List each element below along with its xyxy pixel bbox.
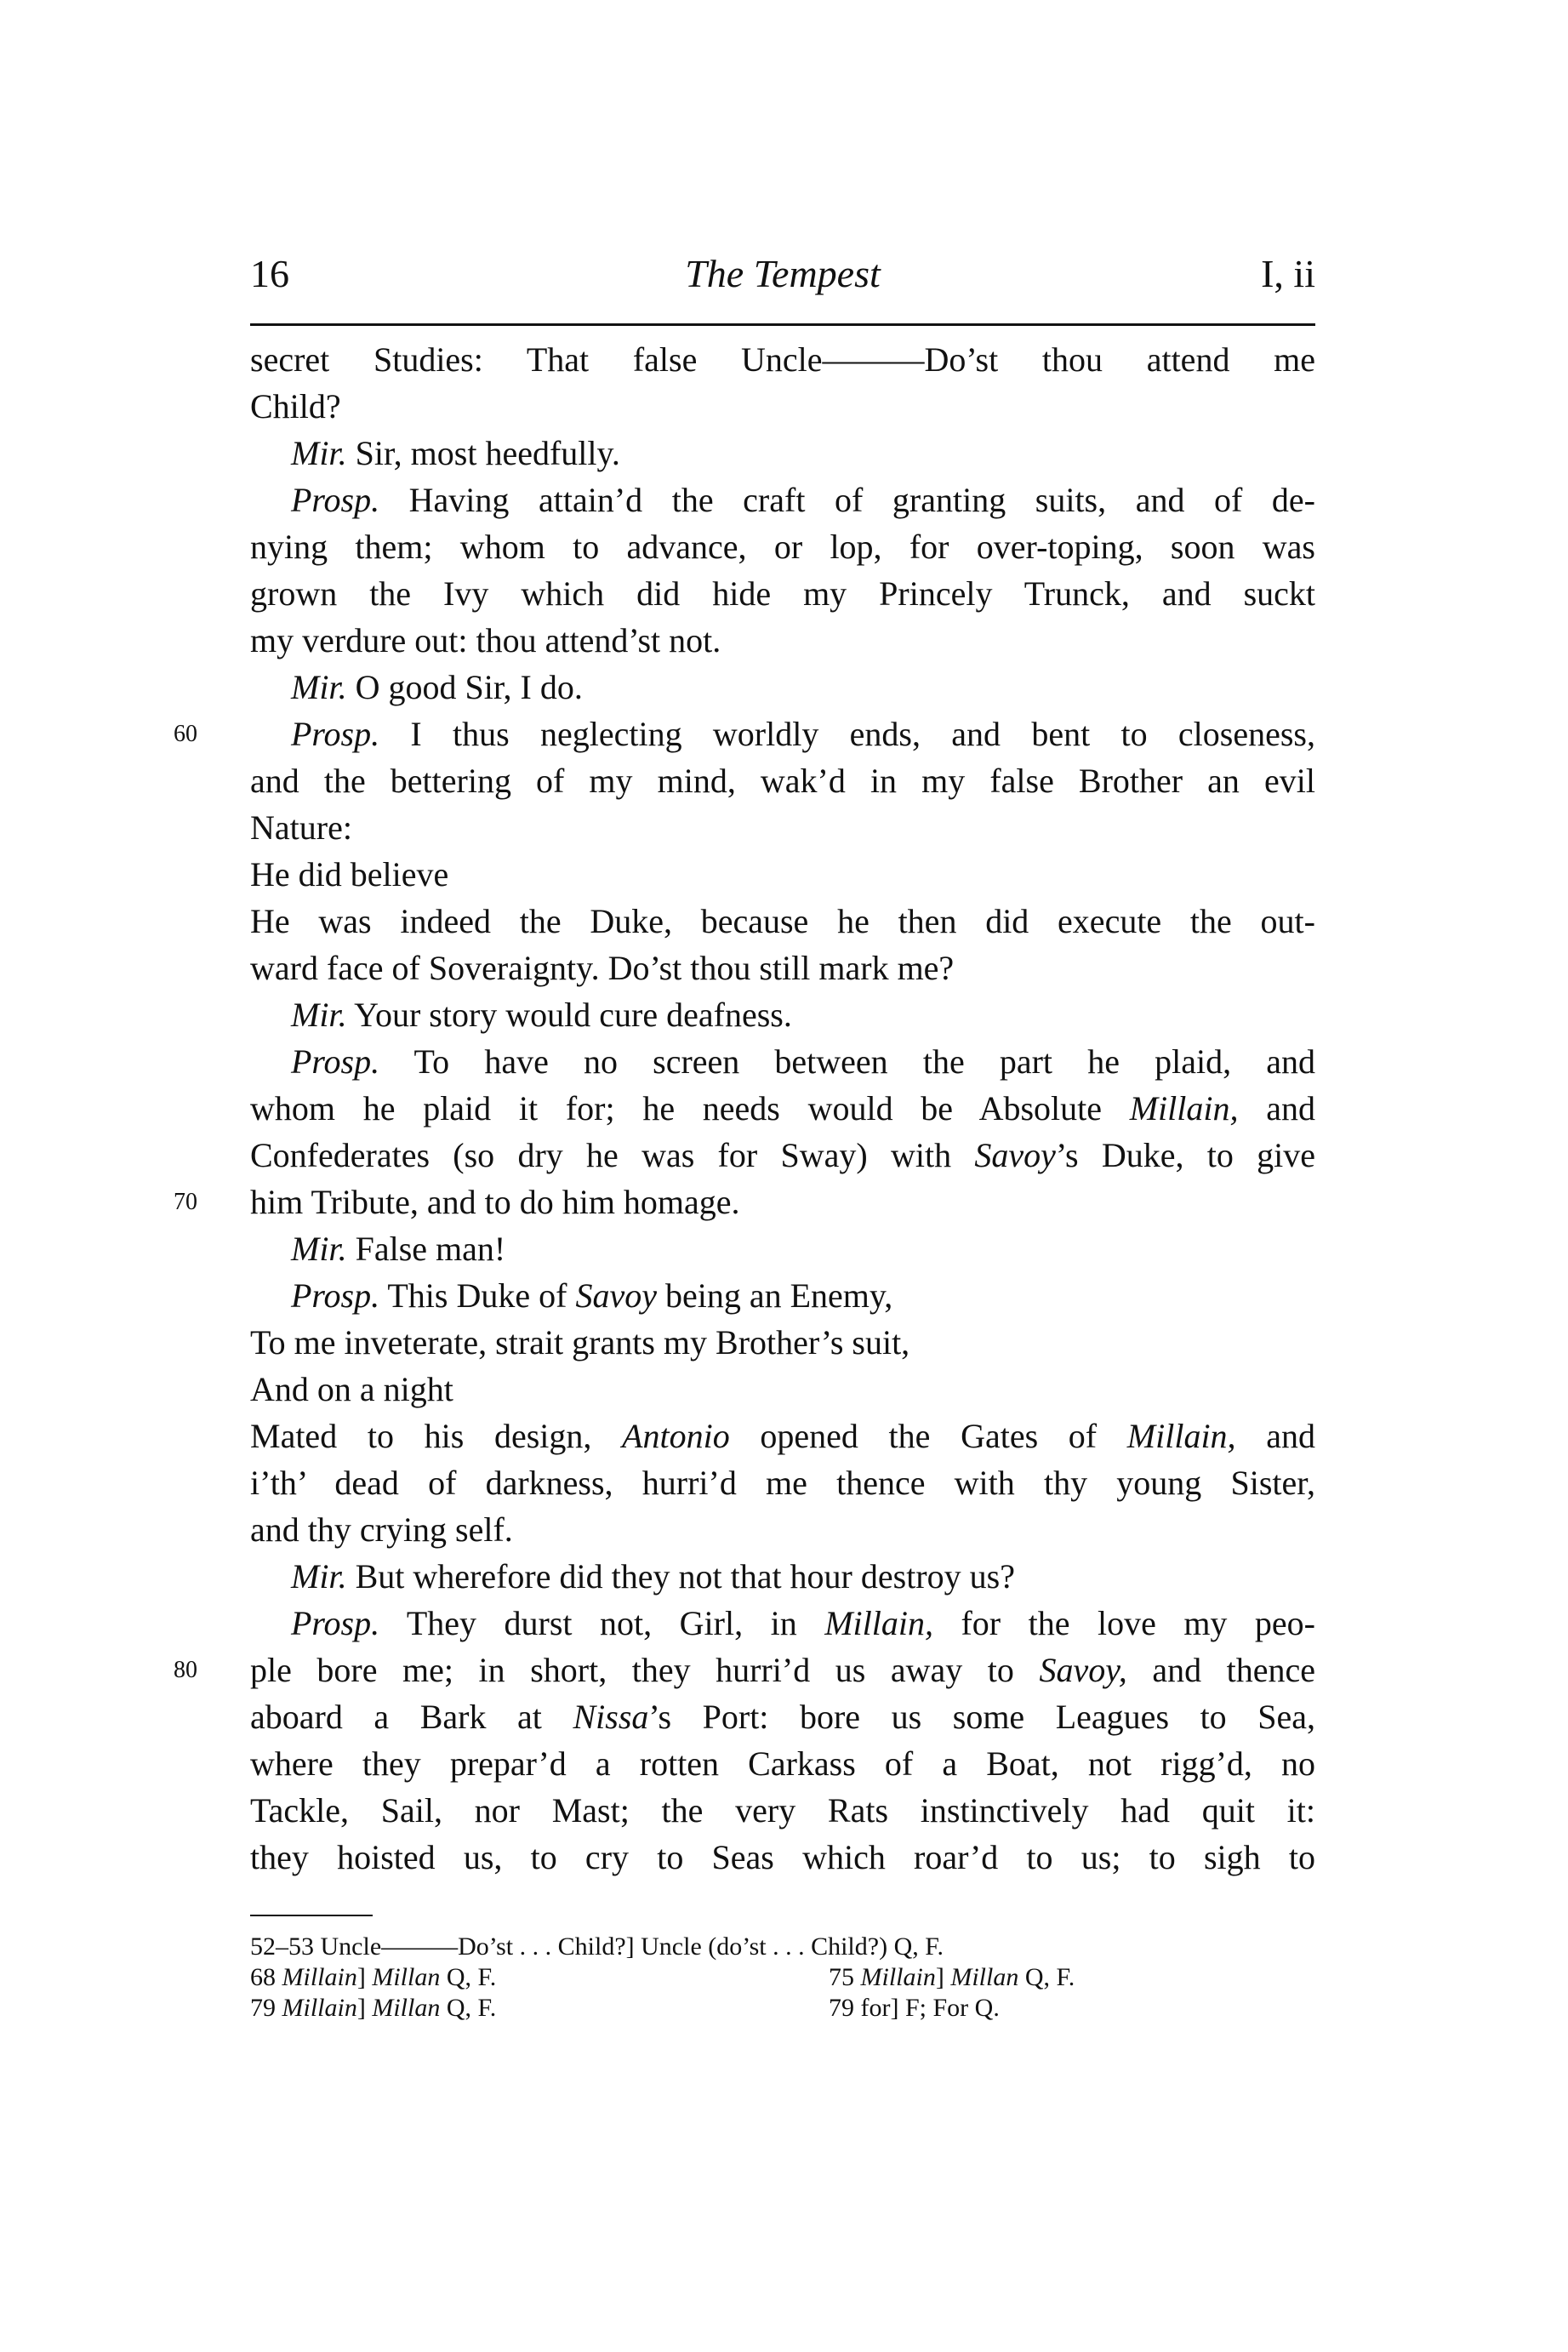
- text-segment: 52–53 Uncle———Do’st . . . Child?] Uncle (do’st . . . Child?) Q, F.: [250, 1932, 944, 1961]
- text-segment: they hoisted us, to cry to Seas which roar’d to us; to sigh to: [250, 1838, 1315, 1876]
- text-segment: Q, F.: [440, 1963, 497, 1991]
- act-scene-reference: I, ii: [1261, 252, 1315, 295]
- text-line: [250, 430, 1315, 477]
- text-line: [174, 711, 1315, 757]
- text-segment: They durst not, Girl, in: [379, 1604, 825, 1642]
- text-line: [250, 851, 1315, 898]
- text-segment: 79 for] F; For Q.: [829, 1994, 1000, 2022]
- header-rule: [250, 323, 1315, 326]
- italic-text-segment: Millain: [282, 1994, 357, 2022]
- footnote-left: [250, 1994, 496, 2022]
- footnote-row: [250, 1962, 1186, 1993]
- italic-text-segment: Millain: [282, 1963, 357, 1991]
- footnote-row: [250, 1993, 1186, 2024]
- italic-text-segment: Prosp.: [291, 1276, 380, 1315]
- text-line: [250, 664, 1315, 711]
- italic-text-segment: Millan: [372, 1963, 441, 1991]
- text-segment: ]: [356, 1963, 373, 1991]
- text-line: [250, 945, 1315, 991]
- text-segment: Sir, most heedfully.: [346, 434, 620, 472]
- text-line: [250, 1506, 1315, 1553]
- text-line: [250, 1225, 1315, 1272]
- text-line: [250, 1038, 1315, 1085]
- text-segment: Q, F.: [440, 1994, 497, 2022]
- text-segment: 68: [250, 1963, 282, 1991]
- text-segment: being an Enemy,: [656, 1276, 893, 1315]
- running-title: The Tempest: [685, 252, 881, 295]
- italic-text-segment: Prosp.: [291, 1604, 380, 1642]
- text-segment: To me inveterate, strait grants my Brother’s suit,: [250, 1323, 910, 1362]
- text-line: [250, 804, 1315, 851]
- text-segment: ]: [356, 1994, 373, 2022]
- text-segment: opened the Gates of: [729, 1417, 1127, 1455]
- italic-text-segment: Prosp.: [291, 481, 380, 519]
- italic-text-segment: Savoy,: [1039, 1651, 1127, 1689]
- italic-text-segment: Millain,: [1126, 1417, 1236, 1455]
- text-segment: He did believe: [250, 855, 449, 893]
- text-segment: False man!: [346, 1230, 506, 1268]
- text-line: [250, 1319, 1315, 1366]
- text-segment: Q, F.: [1018, 1963, 1075, 1991]
- text-line: [250, 523, 1315, 570]
- italic-text-segment: Prosp.: [291, 715, 380, 753]
- italic-text-segment: Millain,: [1129, 1089, 1239, 1127]
- text-segment: And on a night: [250, 1370, 453, 1408]
- italic-text-segment: Mir.: [291, 668, 347, 706]
- text-segment: aboard a Bark at: [250, 1698, 573, 1736]
- italic-text-segment: Mir.: [291, 1230, 347, 1268]
- textual-notes: [250, 1932, 1186, 2024]
- text-segment: him Tribute, and to do him homage.: [250, 1183, 740, 1221]
- text-line: [250, 991, 1315, 1038]
- text-segment: Child?: [250, 387, 341, 425]
- text-segment: He was indeed the Duke, because he then did execute the out-: [250, 902, 1315, 940]
- text-line: [250, 1272, 1315, 1319]
- text-line: [250, 1693, 1315, 1740]
- text-segment: Nature:: [250, 808, 352, 847]
- text-line: [250, 477, 1315, 523]
- text-line: [174, 1647, 1315, 1693]
- footnote-row: [250, 1932, 1186, 1962]
- text-line: [250, 1553, 1315, 1600]
- text-segment: and thy crying self.: [250, 1510, 513, 1549]
- text-segment: and thence: [1126, 1651, 1315, 1689]
- line-number: 80: [174, 1657, 197, 1683]
- footnote-rule: [250, 1915, 373, 1916]
- italic-text-segment: Millain: [860, 1963, 936, 1991]
- italic-text-segment: Millan: [950, 1963, 1019, 1991]
- text-line: [250, 1413, 1315, 1459]
- play-text: [174, 336, 1316, 1881]
- text-segment: where they prepar’d a rotten Carkass of a Boat, not rigg’d, no: [250, 1744, 1315, 1783]
- text-line: [250, 336, 1315, 383]
- text-line: [250, 1787, 1315, 1834]
- text-line: [250, 383, 1315, 430]
- text-segment: Confederates (so dry he was for Sway) with: [250, 1136, 975, 1174]
- italic-text-segment: Nissa: [573, 1698, 649, 1736]
- text-segment: ’s Duke, to give: [1055, 1136, 1315, 1174]
- italic-text-segment: Prosp.: [291, 1042, 380, 1081]
- line-number: 70: [174, 1189, 197, 1215]
- text-line: [250, 1132, 1315, 1179]
- text-segment: nying them; whom to advance, or lop, for over-toping, soon was: [250, 528, 1315, 566]
- italic-text-segment: Antonio: [622, 1417, 730, 1455]
- footnote-left: [250, 1932, 944, 1961]
- text-segment: and: [1238, 1089, 1315, 1127]
- text-segment: Mated to his design,: [250, 1417, 623, 1455]
- italic-text-segment: Millan: [372, 1994, 441, 2022]
- text-segment: 79: [250, 1994, 282, 2022]
- text-segment: This Duke of: [379, 1276, 576, 1315]
- text-line: [250, 1085, 1315, 1132]
- text-segment: and: [1235, 1417, 1315, 1455]
- text-line: [250, 570, 1315, 617]
- text-line: [250, 1459, 1315, 1506]
- italic-text-segment: Mir.: [291, 434, 347, 472]
- text-segment: ple bore me; in short, they hurri’d us away to: [250, 1651, 1040, 1689]
- page-number: 16: [250, 252, 289, 295]
- text-segment: I thus neglecting worldly ends, and bent to closeness,: [379, 715, 1315, 753]
- text-segment: grown the Ivy which did hide my Princely Trunck, and suckt: [250, 574, 1315, 613]
- text-segment: Your story would cure deafness.: [346, 996, 792, 1034]
- text-segment: and the bettering of my mind, wak’d in my false Brother an evil: [250, 762, 1315, 800]
- text-line: [250, 1740, 1315, 1787]
- text-segment: secret Studies: That false Uncle———Do’st thou attend me: [250, 340, 1315, 379]
- text-line: [174, 1179, 1315, 1225]
- footnote-left: [250, 1963, 496, 1991]
- text-segment: ’s Port: bore us some Leagues to Sea,: [648, 1698, 1315, 1736]
- text-segment: whom he plaid it for; he needs would be Absolute: [250, 1089, 1130, 1127]
- italic-text-segment: Savoy: [575, 1276, 657, 1315]
- text-segment: Tackle, Sail, nor Mast; the very Rats instinctively had quit it:: [250, 1791, 1315, 1830]
- line-number: 60: [174, 721, 197, 747]
- footnote-right: [829, 1962, 1075, 1993]
- text-line: [250, 617, 1315, 664]
- italic-text-segment: Mir.: [291, 996, 347, 1034]
- page-header: [250, 251, 1315, 311]
- text-line: [250, 1366, 1315, 1413]
- text-segment: But wherefore did they not that hour destroy us?: [346, 1557, 1015, 1596]
- text-line: [250, 1834, 1315, 1881]
- italic-text-segment: Millain,: [824, 1604, 933, 1642]
- text-segment: Having attain’d the craft of granting suits, and of de-: [379, 481, 1315, 519]
- footnote-right: [829, 1993, 1000, 2024]
- text-segment: 75: [829, 1963, 861, 1991]
- text-line: [250, 757, 1315, 804]
- text-segment: i’th’ dead of darkness, hurri’d me thence with thy young Sister,: [250, 1464, 1315, 1502]
- text-segment: ward face of Soveraignty. Do’st thou still mark me?: [250, 949, 955, 987]
- text-segment: ]: [935, 1963, 951, 1991]
- text-line: [250, 1600, 1315, 1647]
- italic-text-segment: Mir.: [291, 1557, 347, 1596]
- text-line: [250, 898, 1315, 945]
- italic-text-segment: Savoy: [974, 1136, 1056, 1174]
- text-segment: for the love my peo-: [932, 1604, 1316, 1642]
- text-segment: To have no screen between the part he plaid, and: [379, 1042, 1315, 1081]
- text-segment: O good Sir, I do.: [346, 668, 583, 706]
- text-segment: my verdure out: thou attend’st not.: [250, 621, 721, 659]
